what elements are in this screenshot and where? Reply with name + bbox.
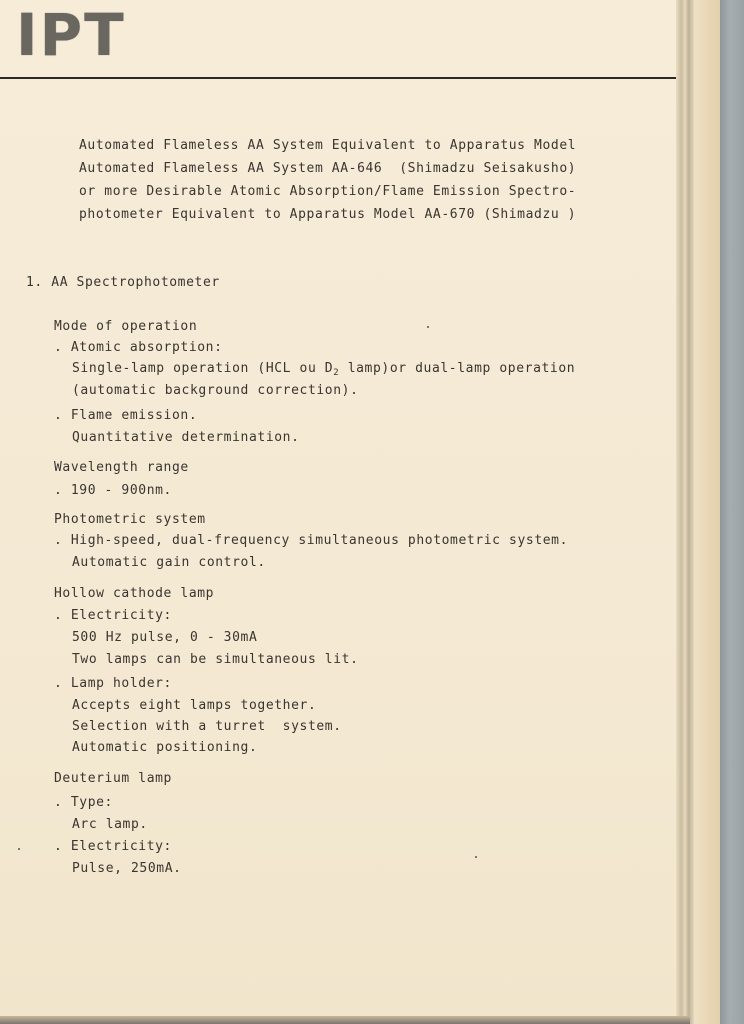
hcl-line: Automatic positioning.: [72, 740, 258, 755]
deuterium-item: . Electricity:: [54, 839, 172, 854]
scanner-background: [720, 0, 744, 1024]
hcl-item: . Electricity:: [54, 608, 172, 623]
mode-item: . Atomic absorption:: [54, 340, 223, 355]
ipt-logo: IPT: [16, 1, 126, 69]
deuterium-line: Pulse, 250mA.: [72, 861, 182, 876]
intro-line: Automated Flameless AA System Equivalent to Apparatus Model: [79, 138, 577, 153]
mode-line: [72, 362, 575, 378]
deuterium-line: Arc lamp.: [72, 817, 148, 832]
mode-line: (automatic background correction).: [72, 383, 359, 398]
mode-line: Quantitative determination.: [72, 430, 300, 445]
speck: [427, 326, 429, 328]
page-edge-back: [694, 0, 720, 1024]
speck: [475, 856, 477, 858]
photometric-item: . High-speed, dual-frequency simultaneous photometric system.: [54, 533, 569, 548]
subscript: 2: [333, 368, 340, 378]
bottom-shadow: [0, 1016, 690, 1024]
photometric-line: Automatic gain control.: [72, 555, 266, 570]
deuterium-item: . Type:: [54, 795, 113, 810]
hcl-line: Accepts eight lamps together.: [72, 698, 317, 713]
hcl-line: Selection with a turret system.: [72, 719, 342, 734]
wavelength-heading: Wavelength range: [54, 460, 189, 475]
mode-line-b: lamp)or dual-lamp operation: [339, 361, 576, 376]
hcl-line: 500 Hz pulse, 0 - 30mA: [72, 630, 258, 645]
hcl-item: . Lamp holder:: [54, 676, 172, 691]
hcl-heading: Hollow cathode lamp: [54, 586, 215, 601]
hcl-line: Two lamps can be simultaneous lit.: [72, 652, 359, 667]
photometric-heading: Photometric system: [54, 512, 206, 527]
header-rule: [0, 77, 676, 79]
mode-heading: Mode of operation: [54, 319, 198, 334]
intro-line: or more Desirable Atomic Absorption/Flame Emission Spectro-: [79, 184, 577, 199]
mode-line-a: Single-lamp operation (HCL ou D: [72, 361, 334, 376]
speck: [18, 848, 20, 850]
mode-item: . Flame emission.: [54, 408, 198, 423]
section-title: 1. AA Spectrophotometer: [26, 275, 220, 290]
page-edge-stack: [676, 0, 694, 1024]
wavelength-item: . 190 - 900nm.: [54, 483, 172, 498]
intro-line: photometer Equivalent to Apparatus Model AA-670 (Shimadzu ): [79, 207, 577, 222]
intro-line: Automated Flameless AA System AA-646 (Shimadzu Seisakusho): [79, 161, 577, 176]
deuterium-heading: Deuterium lamp: [54, 771, 172, 786]
